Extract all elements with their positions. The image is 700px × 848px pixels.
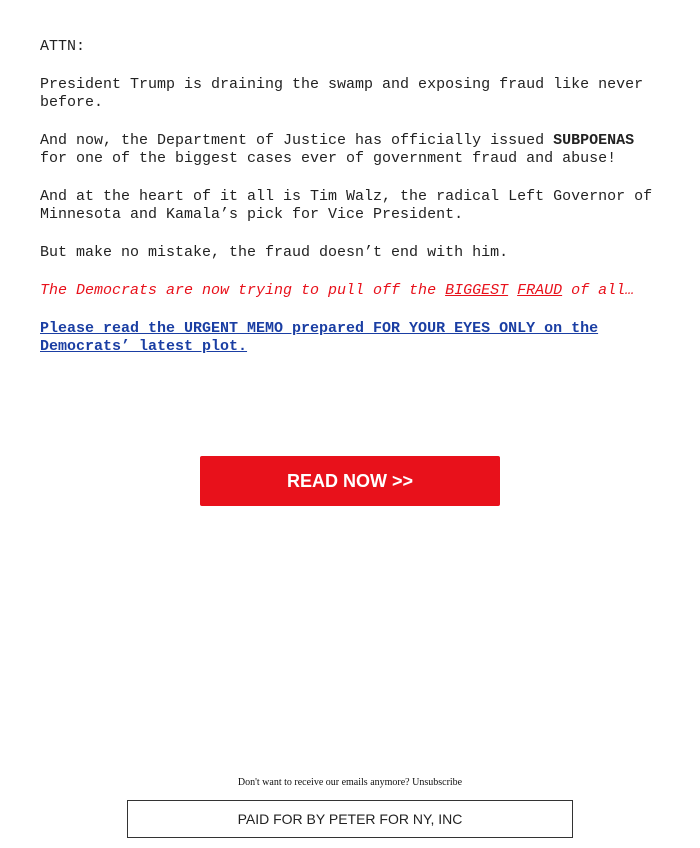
paragraph-subpoenas-tail: for one of the biggest cases ever of government fraud and abuse! <box>40 150 617 167</box>
unsubscribe-prompt: Don't want to receive our emails anymore? <box>237 777 413 788</box>
urgent-memo-link[interactable]: Please read the URGENT MEMO prepared FOR YOUR EYES ONLY on the Democrats’ latest plot. <box>40 320 599 355</box>
paragraph-fraud: But make no mistake, the fraud doesn’t end with him. <box>40 244 509 261</box>
fraud-emphasis: FRAUD <box>517 282 563 299</box>
email-body <box>40 38 660 376</box>
unsubscribe-link[interactable]: Unsubscribe <box>412 777 463 788</box>
paragraph-walz: And at the heart of it all is Tim Walz, the radical Left Governor of Minnesota and Kamala’s pick for Vice President. <box>40 188 653 223</box>
paid-for-disclaimer <box>127 800 573 838</box>
paid-for-text: PAID FOR BY PETER FOR NY, INC <box>237 811 463 827</box>
subpoenas-emphasis: SUBPOENAS <box>553 132 635 149</box>
greeting: ATTN: <box>40 38 86 55</box>
red-warning-tail: of all… <box>562 282 635 299</box>
paragraph-subpoenas-lead: And now, the Department of Justice has officially issued <box>40 132 554 149</box>
red-warning-lead: The Democrats are now trying to pull off the <box>40 282 446 299</box>
red-warning <box>40 282 660 300</box>
unsubscribe-line <box>0 777 700 788</box>
paragraph-subpoenas <box>40 132 660 168</box>
read-now-button[interactable]: READ NOW >> <box>200 456 500 506</box>
biggest-emphasis: BIGGEST <box>445 282 509 299</box>
paragraph-trump: President Trump is draining the swamp and exposing fraud like never before. <box>40 76 644 111</box>
